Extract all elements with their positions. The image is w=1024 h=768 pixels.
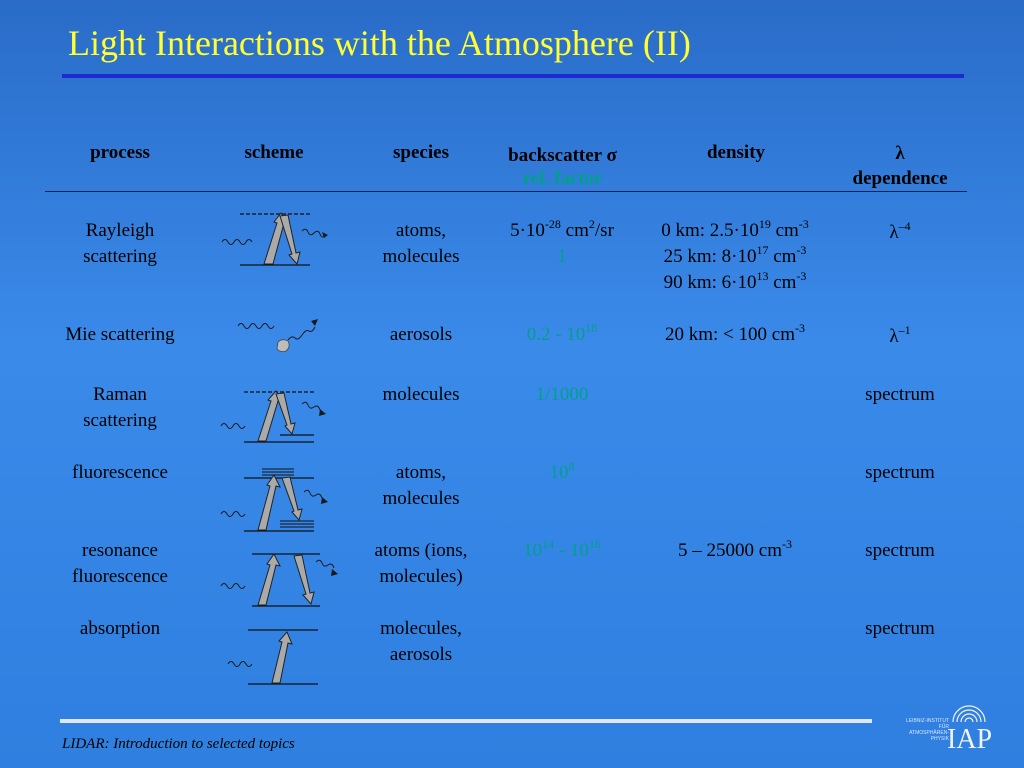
- svg-text:FÜR: FÜR: [938, 724, 949, 730]
- row-resonance-lambda: spectrum: [865, 540, 935, 561]
- header-divider: [45, 191, 967, 192]
- raman-scheme-diagram: [218, 386, 336, 448]
- row-raman-rel-factor: 1/1000: [535, 384, 589, 405]
- footer-divider: [60, 719, 872, 723]
- row-rayleigh-backscatter: $5\cdot 10^{-28}$ $cm^2/sr$: [510, 217, 614, 241]
- row-raman-species: molecules: [382, 384, 460, 405]
- resonance-fluorescence-scheme-diagram: [218, 548, 340, 610]
- header-lambda: λ: [895, 143, 905, 164]
- iap-logo: [885, 692, 1005, 754]
- header-backscatter: backscatter σ: [508, 145, 617, 166]
- row-rayleigh-lambda: $\lambda^{-4}$: [889, 219, 911, 243]
- rayleigh-scheme-diagram: [218, 207, 336, 271]
- row-absorption-lambda: spectrum: [865, 618, 935, 639]
- header-process: process: [90, 142, 150, 163]
- row-mie-rel-factor: $0.2 - 10^{18}$: [526, 321, 598, 345]
- row-raman-process: Raman scattering: [83, 384, 157, 431]
- row-fluorescence-species: atoms, molecules: [382, 462, 460, 509]
- row-rayleigh-density: 0 km: $2.5\cdot 10^{19}$ $cm^{-3}$ 25 km: $8\cdot 10^{17}$ $cm^{-3}$ 90 km: $6\cdot 10^{13}$ $cm^{-3}$: [661, 217, 809, 293]
- row-mie-density: 20 km: < 100 $cm^{-3}$: [665, 321, 805, 345]
- svg-text:ATMOSPHÄREN-: ATMOSPHÄREN-: [909, 730, 949, 736]
- absorption-scheme-diagram: [222, 624, 332, 688]
- row-mie-lambda: $\lambda^{-1}$: [889, 323, 911, 347]
- header-density: density: [706, 142, 766, 163]
- svg-text:PHYSIK: PHYSIK: [930, 736, 949, 742]
- header-species: species: [393, 142, 449, 163]
- fluorescence-scheme-diagram: [218, 464, 336, 536]
- header-scheme: scheme: [244, 142, 304, 163]
- row-raman-lambda: spectrum: [865, 384, 935, 405]
- row-resonance-species: atoms (ions, molecules): [374, 540, 468, 587]
- header-dependence: dependence: [852, 168, 948, 189]
- row-rayleigh-rel-factor: 1: [557, 246, 567, 267]
- row-mie-process: Mie scattering: [65, 324, 175, 345]
- header-rel-factor: rel. factor: [522, 168, 603, 189]
- page-title: Light Interactions with the Atmosphere (II): [68, 23, 691, 63]
- row-resonance-density: 5 – 25000 $cm^{-3}$: [678, 537, 792, 561]
- title-divider: [62, 74, 964, 78]
- footer-text: LIDAR: Introduction to selected topics: [62, 736, 295, 752]
- row-absorption-species: molecules, aerosols: [380, 618, 462, 665]
- row-absorption-process: absorption: [79, 618, 161, 639]
- row-rayleigh-species: atoms, molecules: [382, 220, 460, 267]
- row-fluorescence-process: fluorescence: [72, 462, 168, 483]
- mie-scheme-diagram: [236, 314, 322, 356]
- row-fluorescence-rel-factor: $10^8$: [549, 459, 575, 483]
- row-resonance-process: resonance fluorescence: [72, 540, 168, 587]
- row-rayleigh-process: Rayleigh scattering: [83, 220, 157, 267]
- iap-logo-text: IAP: [947, 724, 993, 754]
- row-resonance-rel-factor: $10^{14} - 10^{16}$: [523, 537, 601, 561]
- row-mie-species: aerosols: [389, 324, 453, 345]
- row-fluorescence-lambda: spectrum: [865, 462, 935, 483]
- svg-text:LEIBNIZ-INSTITUT: LEIBNIZ-INSTITUT: [905, 718, 949, 724]
